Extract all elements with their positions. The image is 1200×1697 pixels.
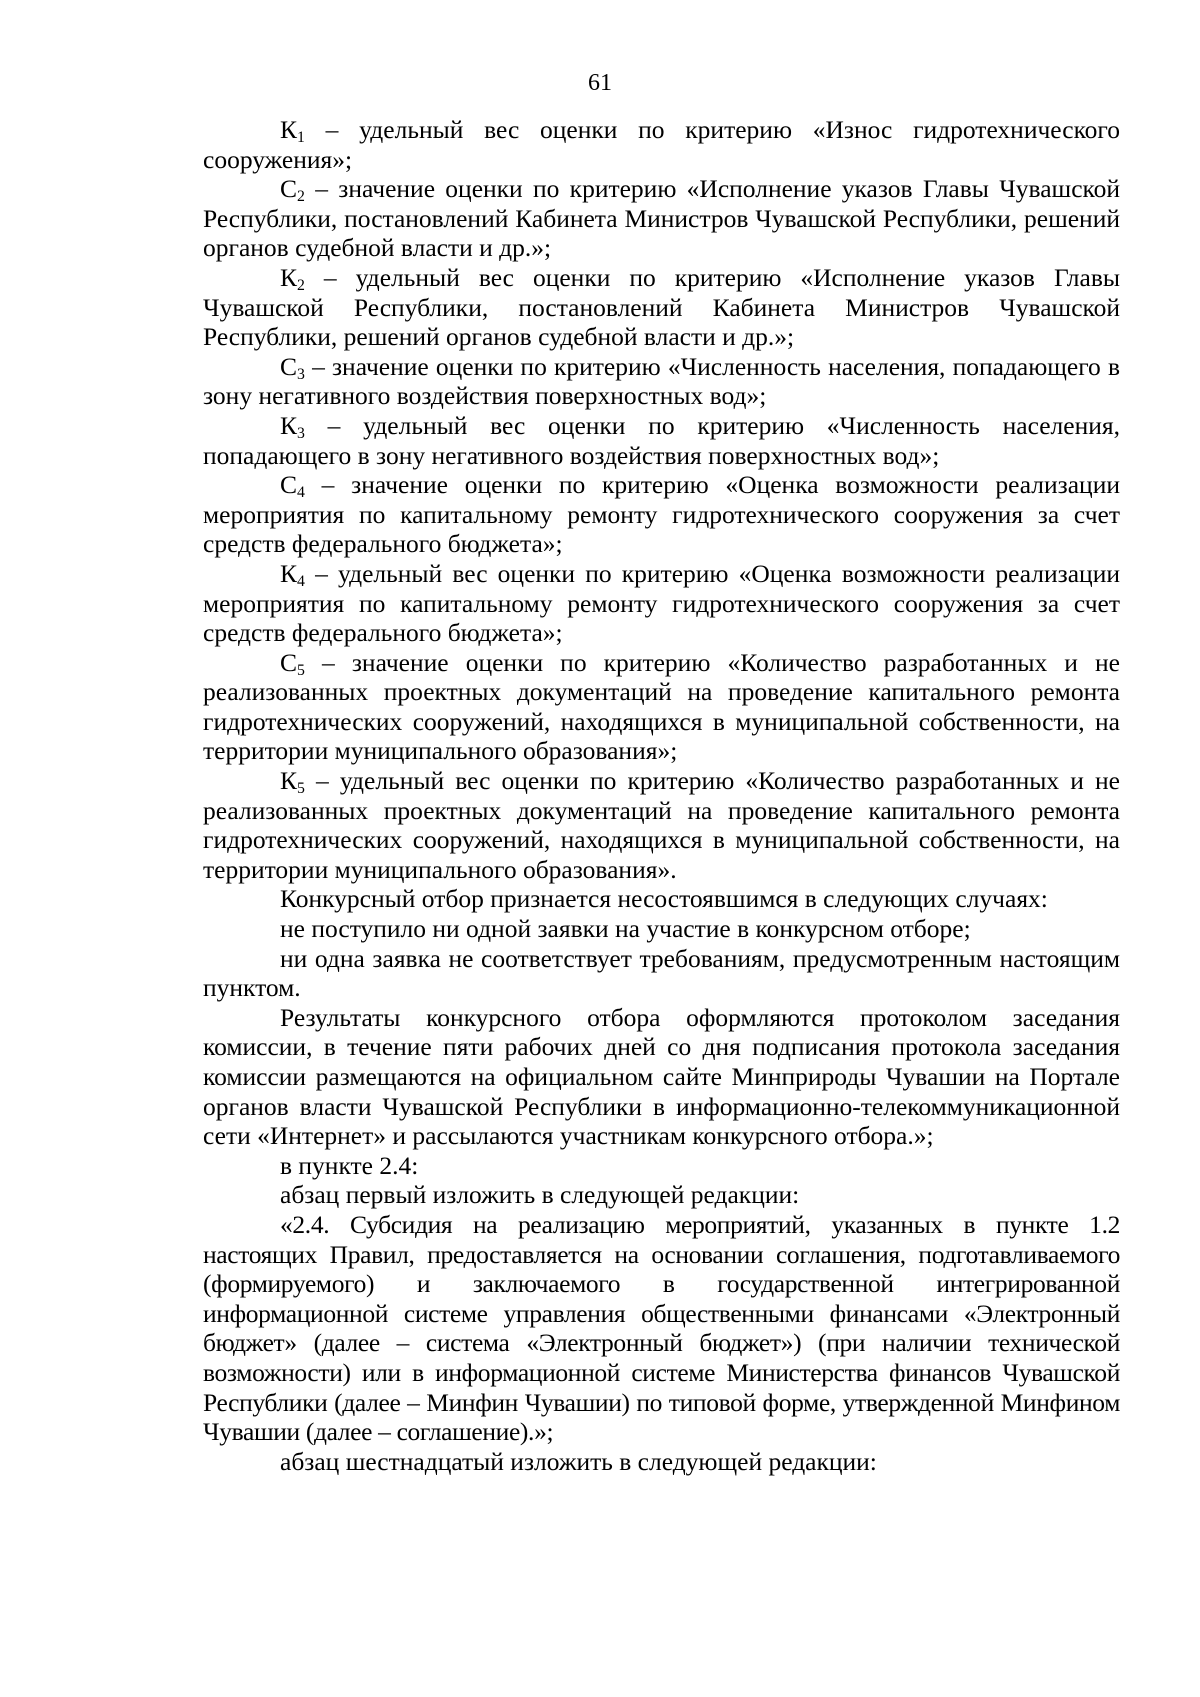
paragraph-text: – удельный вес оценки по критерию «Износ гидротехнического сооружения»; [203, 115, 1120, 174]
paragraph-subscript: 4 [297, 572, 305, 590]
paragraph-k5 [203, 766, 1120, 884]
paragraph-subscript: 3 [297, 424, 305, 442]
paragraph-no-applications: не поступило ни одной заявки на участие в конкурсном отборе; [280, 914, 971, 944]
paragraph-subscript: 2 [297, 188, 305, 206]
paragraph-symbol: С [280, 351, 298, 381]
paragraph-symbol: К [280, 410, 298, 440]
paragraph-subscript: 5 [297, 661, 305, 679]
paragraph-text: – значение оценки по критерию «Оценка возможности реализации мероприятия по капитальному ремонту гидротехнического сооружения за счет средств федерального бюджета»; [203, 470, 1120, 559]
paragraph-results: Результаты конкурсного отбора оформляются протоколом заседания комиссии, в течение пяти рабочих дней со дня подписания протокола заседания комиссии размещаются на официальном сайте Минприроды Чувашии на Портале органов власти Чувашской Республики в информационно-телекоммуникационной сети «Интернет» и рассылаются участникам конкурсного отбора.»; [203, 1002, 1120, 1151]
paragraph-text: – удельный вес оценки по критерию «Оценка возможности реализации мероприятия по капитальному ремонту гидротехнического сооружения за счет средств федерального бюджета»; [203, 558, 1120, 648]
paragraph-text: – удельный вес оценки по критерию «Исполнение указов Главы Чувашской Республики, постановлений Кабинета Министров Чувашской Республики, решений органов судебной власти и др.»; [203, 262, 1120, 352]
paragraph-subscript: 3 [297, 365, 305, 383]
paragraph-clause-2-4: в пункте 2.4: [280, 1150, 419, 1180]
paragraph-sixteenth-abzac: абзац шестнадцатый изложить в следующей редакции: [280, 1446, 877, 1476]
paragraph-competition-failed: Конкурсный отбор признается несостоявшимся в следующих случаях: [280, 884, 1048, 914]
paragraph-c2 [203, 174, 1120, 263]
paragraph-c3 [203, 352, 1120, 411]
paragraph-symbol: К [280, 766, 298, 796]
paragraph-k1 [203, 115, 1120, 174]
page-number: 61 [588, 70, 612, 96]
paragraph-text: – значение оценки по критерию «Исполнение указов Главы Чувашской Республики, постановлений Кабинета Министров Чувашской Республики, решений органов судебной власти и др.»; [203, 174, 1120, 263]
paragraph-text: – удельный вес оценки по критерию «Численность населения, попадающего в зону негативного воздействия поверхностных вод»; [203, 410, 1120, 470]
paragraph-subscript: 5 [297, 780, 305, 797]
paragraph-subscript: 1 [297, 128, 305, 146]
paragraph-subscript: 4 [297, 484, 305, 502]
paragraph-symbol: К [280, 115, 298, 144]
paragraph-symbol: К [280, 262, 298, 292]
paragraph-k4 [203, 559, 1120, 648]
paragraph-c5 [203, 648, 1120, 766]
document-body [203, 115, 1120, 1476]
paragraph-symbol: С [280, 470, 298, 500]
paragraph-first-abzac: абзац первый изложить в следующей редакции: [280, 1180, 800, 1210]
paragraph-subscript: 2 [297, 276, 305, 294]
paragraph-clause-2-4-text: «2.4. Субсидия на реализацию мероприятий, указанных в пункте 1.2 настоящих Правил, предоставляется на основании соглашения, подготавливаемого (формируемого) и заключаемого в государственной интегрированной информационной системе управления общественными финансами «Электронный бюджет» (далее – система «Электронный бюджет») (при наличии технической возможности) или в информационной системе Министерства финансов Чувашской Республики (далее – Минфин Чувашии) по типовой форме, утвержденной Минфином Чувашии (далее – соглашение).»; [203, 1209, 1120, 1447]
paragraph-c4 [203, 470, 1120, 559]
paragraph-text: – значение оценки по критерию «Численность населения, попадающего в зону негативного воздействия поверхностных вод»; [203, 351, 1120, 411]
paragraph-symbol: С [280, 647, 298, 677]
paragraph-k3 [203, 411, 1120, 470]
paragraph-text: – удельный вес оценки по критерию «Количество разработанных и не реализованных проектных документаций на проведение капитального ремонта гидротехнических сооружений, находящихся в муниципальной собственности, на территории муниципального образования». [203, 766, 1120, 884]
paragraph-symbol: С [280, 174, 298, 204]
paragraph-no-compliant-application: ни одна заявка не соответствует требованиям, предусмотренным настоящим пунктом. [203, 943, 1120, 1003]
paragraph-k2 [203, 263, 1120, 352]
paragraph-text: – значение оценки по критерию «Количество разработанных и не реализованных проектных документаций на проведение капитального ремонта гидротехнических сооружений, находящихся в муниципальной собственности, на территории муниципального образования»; [203, 647, 1120, 766]
paragraph-symbol: К [280, 558, 298, 588]
